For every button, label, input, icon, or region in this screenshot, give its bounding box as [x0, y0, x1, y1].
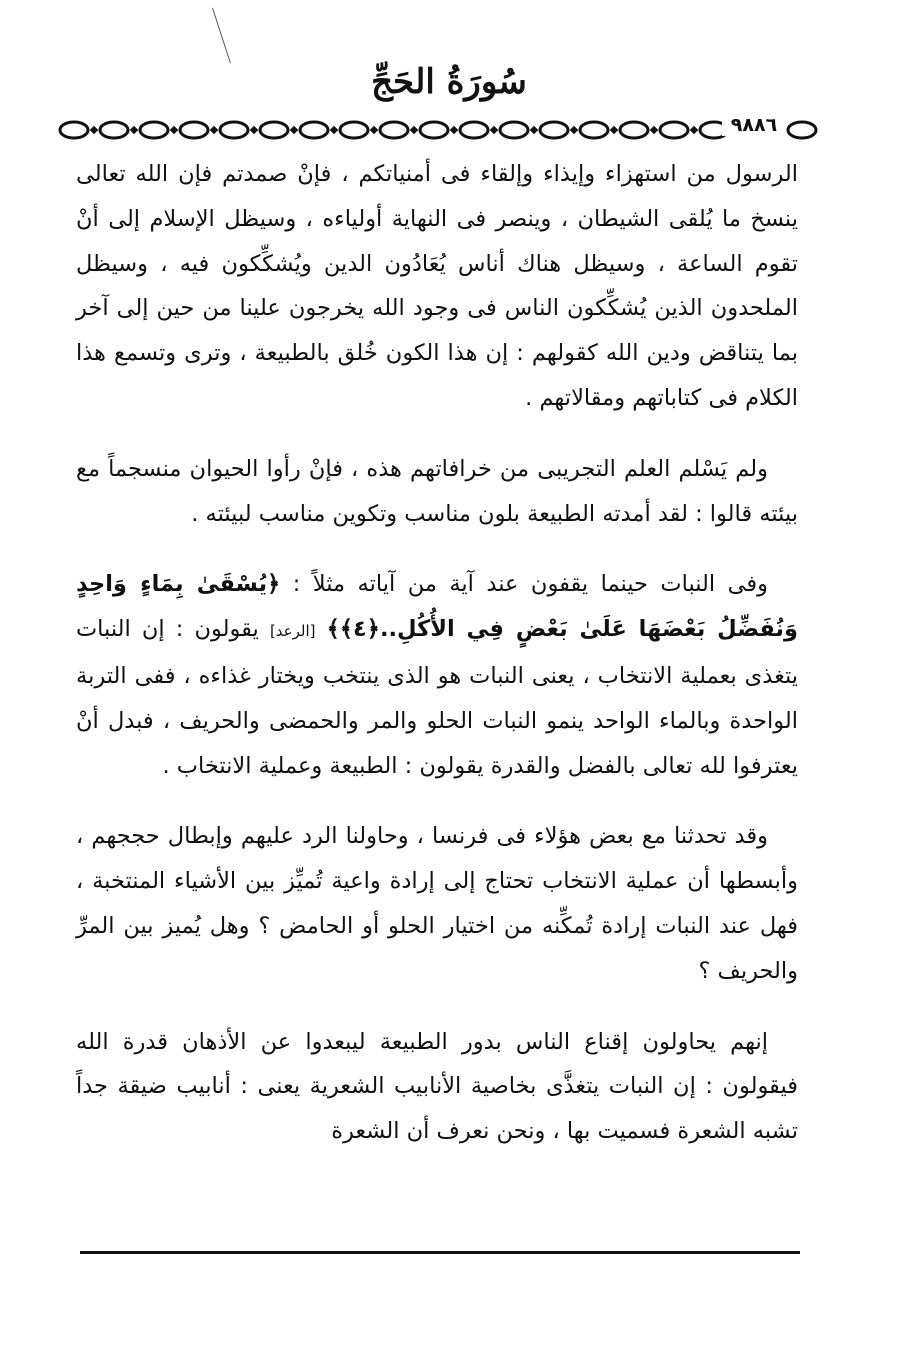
border-diamond — [330, 126, 338, 134]
border-oval — [340, 122, 368, 138]
border-oval — [660, 122, 688, 138]
paragraph-3-rest: يقولون : إن النبات يتغذى بعملية الانتخاب ، يعنى النبات هو الذى ينتخب ويختار غذاءه ، ففى التربة الواحدة وبالماء الواحد ينمو النبات الحلو والمر والحمضى والحريف ، فبدل أنْ يعترفوا لله تعالى بالفضل والقدرة يقولون : الطبيعة وعملية الانتخاب . — [76, 616, 798, 779]
border-oval — [500, 122, 528, 138]
border-diamond — [530, 126, 538, 134]
paragraph-4: وقد تحدثنا مع بعض هؤلاء فى فرنسا ، وحاولنا الرد عليهم وإبطال حججهم ، وأبسطها أن عملية الانتخاب تحتاج إلى إرادة واعية تُميِّز بين الأشياء المنتخبة ، فهل عند النبات إرادة تُمكِّنه من اختيار الحلو أو الحامض ؟ وهل يُميز بين المرِّ والحريف ؟ — [76, 823, 798, 984]
border-diamond — [290, 126, 298, 134]
border-diamond — [570, 126, 578, 134]
page-number: ٩٨٨٦ — [722, 114, 786, 136]
border-diamond — [210, 126, 218, 134]
ornamental-border — [58, 117, 820, 143]
border-diamond — [170, 126, 178, 134]
border-oval — [540, 122, 568, 138]
border-diamond — [250, 126, 258, 134]
border-oval — [260, 122, 288, 138]
border-oval — [380, 122, 408, 138]
border-diamond — [130, 126, 138, 134]
bottom-rule — [80, 1251, 800, 1254]
quran-verse: ﴿يُسْقَىٰ بِمَاءٍ وَاحِدٍ وَنُفَضِّلُ بَعْضَهَا عَلَىٰ بَعْضٍ فِي الأُكُلِ..﴿٤﴾﴾ — [76, 571, 798, 643]
border-oval — [180, 122, 208, 138]
border-oval — [300, 122, 328, 138]
paragraph-1: الرسول من استهزاء وإيذاء وإلقاء فى أمنياتكم ، فإنْ صمدتم فإن الله تعالى ينسخ ما يُلقى الشيطان ، وينصر فى النهاية أولياءه ، وسيظل الإسلام إلى أنْ تقوم الساعة ، وسيظل هناك أناس يُعَادُون الدين ويُشكِّكون فيه ، وسيظل الملحدون الذين يُشكِّكون الناس فى وجود الله يخرجون علينا من حين إلى آخر بما يتناقض ودين الله كقولهم : إن هذا الكون خُلق بالطبيعة ، وترى وتسمع هذا الكلام فى كتاباتهم ومقالاتهم . — [76, 161, 798, 411]
border-oval — [620, 122, 648, 138]
border-oval — [220, 122, 248, 138]
page-body — [76, 152, 798, 1180]
paragraph-3-intro: وفى النبات حينما يقفون عند آية من آياته مثلاً : — [280, 571, 769, 598]
border-diamond — [490, 126, 498, 134]
border-diamond — [450, 126, 458, 134]
verse-reference: [الرعد] — [269, 622, 316, 641]
page-scratch-mark — [212, 8, 231, 63]
border-diamond — [90, 126, 98, 134]
border-oval — [460, 122, 488, 138]
surah-title: سُورَةُ الحَجِّ — [371, 62, 527, 102]
border-oval — [580, 122, 608, 138]
paragraph-3 — [76, 562, 798, 788]
border-diamond — [410, 126, 418, 134]
border-oval — [60, 122, 88, 138]
paragraph-5: إنهم يحاولون إقناع الناس بدور الطبيعة ليبعدوا عن الأذهان قدرة الله فيقولون : إن النبات يتغذَّى بخاصية الأنابيب الشعرية يعنى : أنابيب ضيقة جداً تشبه الشعرة فسميت بها ، ونحن نعرف أن الشعرة — [76, 1028, 798, 1145]
border-oval — [140, 122, 168, 138]
border-diamond — [650, 126, 658, 134]
border-oval — [788, 122, 816, 138]
border-diamond — [690, 126, 698, 134]
border-oval — [100, 122, 128, 138]
border-diamond — [370, 126, 378, 134]
paragraph-2: ولم يَسْلم العلم التجريبى من خرافاتهم هذه ، فإنْ رأوا الحيوان منسجماً مع بيئته قالوا : لقد أمدته الطبيعة بلون مناسب وتكوين مناسب لبيئته . — [76, 455, 798, 527]
border-diamond — [610, 126, 618, 134]
border-oval — [420, 122, 448, 138]
